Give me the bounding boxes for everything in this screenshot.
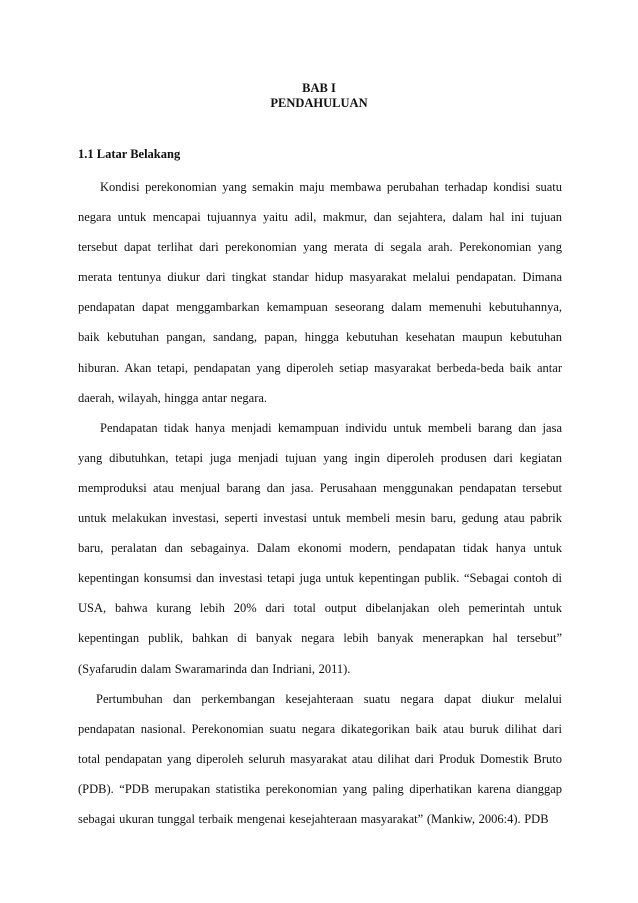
paragraph-1: Kondisi perekonomian yang semakin maju membawa perubahan terhadap kondisi suatu negara untuk mencapai tujuannya yaitu adil, makmur, dan sejahtera, dalam hal ini tujuan tersebut dapat terlihat dari perekonomian yang merata di segala arah. Perekonomian yang merata tentunya diukur dari tingkat standar hidup masyarakat melalui pendapatan. Dimana pendapatan dapat menggambarkan kemampuan seseorang dalam memenuhi kebutuhannya, baik kebutuhan pangan, sandang, papan, hingga kebutuhan kesehatan maupun kebutuhan hiburan. Akan tetapi, pendapatan yang diperoleh setiap masyarakat berbeda-beda baik antar daerah, wilayah, hingga antar negara. — [78, 180, 562, 405]
section-heading: 1.1 Latar Belakang — [78, 147, 181, 161]
chapter-title: PENDAHULUAN — [270, 96, 368, 110]
chapter-number: BAB I — [302, 81, 336, 95]
paragraph-3: Pertumbuhan dan perkembangan kesejahteraan suatu negara dapat diukur melalui pendapatan nasional. Perekonomian suatu negara dikategorikan baik atau buruk dilihat dari total pendapatan yang diperoleh seluruh masyarakat atau dilihat dari Produk Domestik Bruto (PDB). “PDB merupakan statistika perekonomian yang paling diperhatikan karena dianggap sebagai ukuran tunggal terbaik mengenai kesejahteraan masyarakat” (Mankiw, 2006:4). PDB — [78, 691, 562, 826]
paragraph-2: Pendapatan tidak hanya menjadi kemampuan individu untuk membeli barang dan jasa yang dibutuhkan, tetapi juga menjadi tujuan yang ingin diperoleh produsen dari kegiatan memproduksi atau menjual barang dan jasa. Perusahaan menggunakan pendapatan tersebut untuk melakukan investasi, seperti investasi untuk membeli mesin baru, gedung atau pabrik baru, peralatan dan sebagainya. Dalam ekonomi modern, pendapatan tidak hanya untuk kepentingan konsumsi dan investasi tetapi juga untuk kepentingan publik. “Sebagai contoh di USA, bahwa kurang lebih 20% dari total output dibelanjakan oleh pemerintah untuk kepentingan publik, bahkan di banyak negara lebih banyak menerapkan hal tersebut” (Syafarudin dalam Swaramarinda dan Indriani, 2011). — [78, 420, 562, 676]
body-text — [78, 172, 562, 834]
